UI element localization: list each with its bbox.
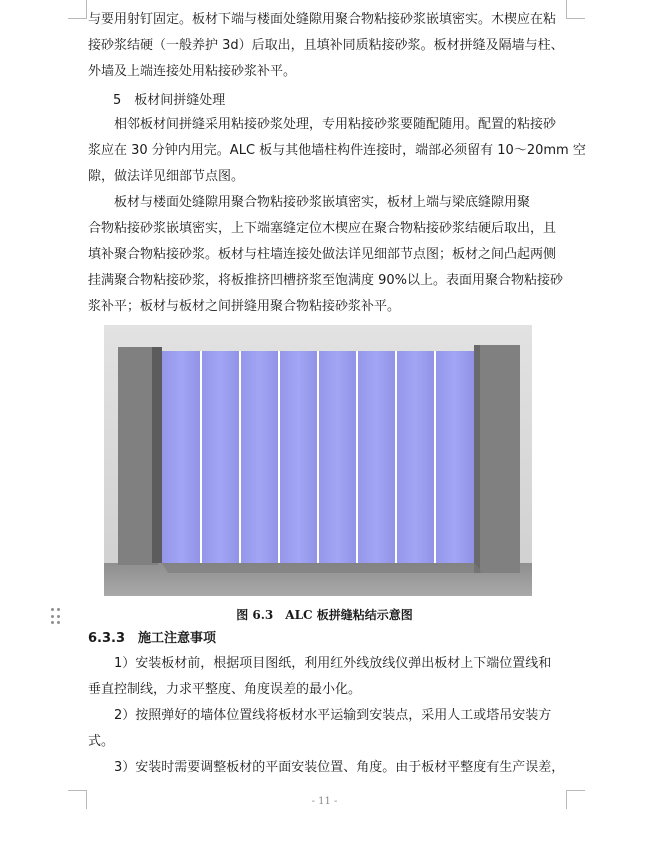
alc-panel: [357, 351, 396, 563]
list-item-line: 垂直控制线，力求平整度、角度误差的最小化。: [88, 682, 362, 697]
alc-panel: [435, 351, 474, 563]
paragraph-line: 板材与楼面处缝隙用聚合物粘接砂浆嵌填密实，板材上端与梁底缝隙用聚: [114, 195, 531, 210]
panel-seam: [278, 351, 280, 563]
page-corner-mark: [566, 0, 585, 19]
paragraph-line: 隙，做法详见细部节点图。: [88, 169, 245, 184]
alc-panel-figure: [104, 325, 532, 596]
paragraph-line: 填补聚合物粘接砂浆。板材与柱墙连接处做法详见细部节点图；板材之间凸起两侧: [88, 247, 557, 262]
alc-panel: [240, 351, 279, 563]
paragraph-line: 合物粘接砂浆嵌填密实，上下端塞缝定位木楔应在聚合物粘接砂浆结硬后取出，且: [88, 221, 557, 236]
left-column-side: [152, 347, 162, 563]
alc-panel-group: [162, 351, 474, 563]
panel-seam: [395, 351, 397, 563]
paragraph-line: 挂满聚合物粘接砂浆，将板推挤凹槽挤浆至饱满度 90%以上。表面用聚合物粘接砂: [88, 273, 564, 288]
panel-seam: [317, 351, 319, 563]
section-heading: 6.3.3 施工注意事项: [88, 631, 217, 646]
panel-seam: [356, 351, 358, 563]
list-item-line: 3）安装时需要调整板材的平面安装位置、角度。由于板材平整度有生产误差，: [114, 760, 565, 775]
wall-shadow: [162, 563, 484, 573]
drag-handle-icon[interactable]: [51, 608, 61, 626]
panel-seam: [200, 351, 202, 563]
page-number: - 11 -: [311, 796, 338, 807]
panel-seam: [239, 351, 241, 563]
list-item-line: 1）安装板材前，根据项目图纸，利用红外线放线仪弹出板材上下端位置线和: [114, 656, 552, 671]
paragraph-line: 接砂浆结硬（一般养护 3d）后取出，且填补同质粘接砂浆。板材拼缝及隔墙与柱、: [88, 38, 564, 53]
paragraph-line: 浆补平；板材与板材之间拼缝用聚合物粘接砂浆补平。: [88, 299, 401, 314]
alc-panel: [162, 351, 201, 563]
figure-caption: 图 6.3 ALC 板拼缝粘结示意图: [236, 608, 413, 622]
alc-panel: [318, 351, 357, 563]
alc-panel: [279, 351, 318, 563]
paragraph-line: 相邻板材间拼缝采用粘接砂浆处理，专用粘接砂浆要随配随用。配置的粘接砂: [114, 117, 557, 132]
list-item-line: 式。: [88, 734, 115, 749]
page-corner-mark: [68, 0, 87, 19]
right-column-side: [474, 345, 480, 573]
alc-panel-illustration: [104, 325, 532, 596]
alc-panel: [396, 351, 435, 563]
subheading: 5 板材间拼缝处理: [113, 93, 226, 108]
paragraph-line: 浆应在 30 分钟内用完。ALC 板与其他墙柱构件连接时，端部必须留有 10～20mm 空: [88, 143, 586, 158]
alc-panel: [201, 351, 240, 563]
paragraph-line: 与要用射钉固定。板材下端与楼面处缝隙用聚合物粘接砂浆嵌填密实。木楔应在粘: [88, 12, 557, 27]
paragraph-line: 外墙及上端连接处用粘接砂浆补平。: [88, 64, 297, 79]
list-item-line: 2）按照弹好的墙体位置线将板材水平运输到安装点，采用人工或塔吊安装方: [114, 708, 552, 723]
right-column: [476, 345, 520, 573]
panel-seam: [434, 351, 436, 563]
